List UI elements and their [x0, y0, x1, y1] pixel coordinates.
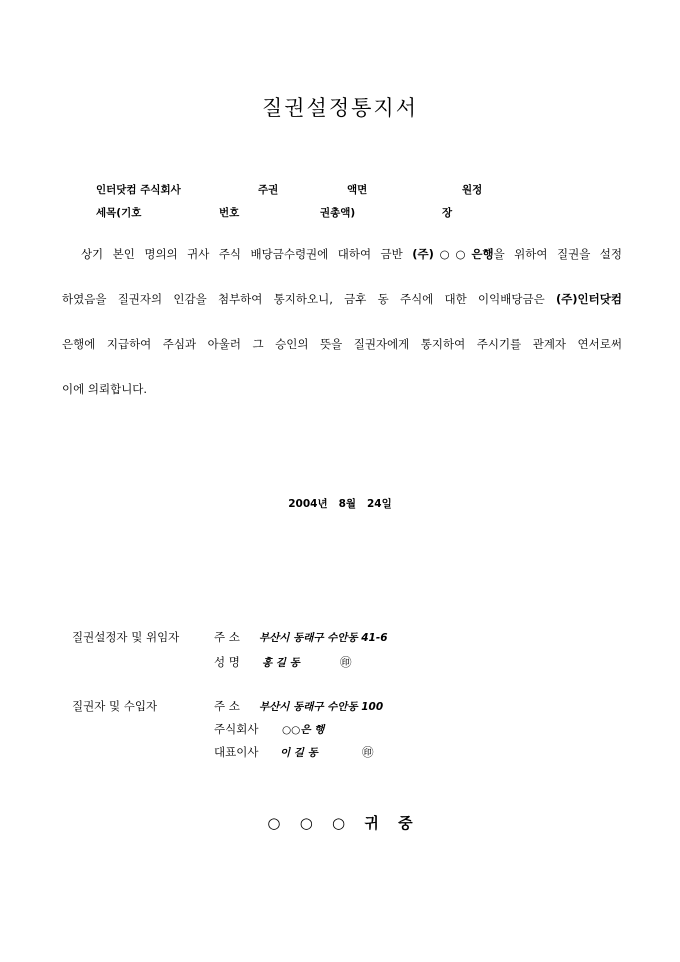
stock-face-value: 액면	[347, 184, 368, 196]
stock-company: 인터닷컴 주식회사	[96, 184, 181, 196]
pledgee-rep: 이 길 동	[280, 747, 318, 759]
body-line-1-pre: 상기 본인 명의의 귀사 주식 배당금수령권에 대하여 금반	[80, 247, 413, 261]
pledgor-role: 질권설정자 및 위임자	[72, 630, 180, 644]
stock-serial: 세목(기호	[96, 207, 142, 219]
pledgee-company: ○○은 행	[282, 724, 325, 736]
body-line-2-pre: 하였음을 질권자의 인감을 첨부하여 통지하오니, 금후 동 주식에 대한 이익배당금은	[62, 292, 556, 306]
stock-share-count: 권총액)	[320, 207, 356, 219]
pledgee-role: 질권자 및 수입자	[72, 699, 158, 713]
bank-name: (주)○○은행	[412, 247, 494, 261]
body-line-4: 이에 의뢰합니다.	[62, 382, 148, 396]
stock-sheets: 장	[442, 207, 453, 219]
document-date: 2004년 8월 24일	[288, 498, 392, 510]
pledgor-name: 홍 길 동	[262, 657, 300, 669]
body-line-1	[62, 246, 622, 262]
pledgor-address-label: 주 소	[214, 630, 240, 644]
pledgee-company-label: 주식회사	[214, 722, 259, 736]
stock-shares: 주권	[258, 184, 279, 196]
body-line-2	[62, 291, 622, 307]
company-name: (주)인터닷컴	[555, 292, 622, 306]
body-line-3: 은행에 지급하여 주심과 아울러 그 승인의 뜻을 질권자에게 통지하여 주시기를 관계자 연서로써	[62, 337, 622, 351]
stock-number: 번호	[219, 207, 240, 219]
pledgee-seal: ㊞	[362, 745, 374, 759]
body-line-1-post: 을 위하여 질권을 설정	[493, 247, 622, 261]
pledgor-address: 부산시 동래구 수안동 41-6	[259, 632, 388, 644]
page-title: 질권설정통지서	[261, 96, 418, 120]
pledgee-address-label: 주 소	[214, 699, 240, 713]
pledgee-address: 부산시 동래구 수안동 100	[259, 701, 384, 713]
pledgor-seal: ㊞	[340, 655, 352, 669]
pledgee-rep-label: 대표이사	[214, 745, 259, 759]
pledgor-name-label: 성 명	[214, 655, 240, 669]
stock-won: 원정	[462, 184, 483, 196]
addressee: ○ ○ ○ 귀 중	[267, 814, 413, 832]
